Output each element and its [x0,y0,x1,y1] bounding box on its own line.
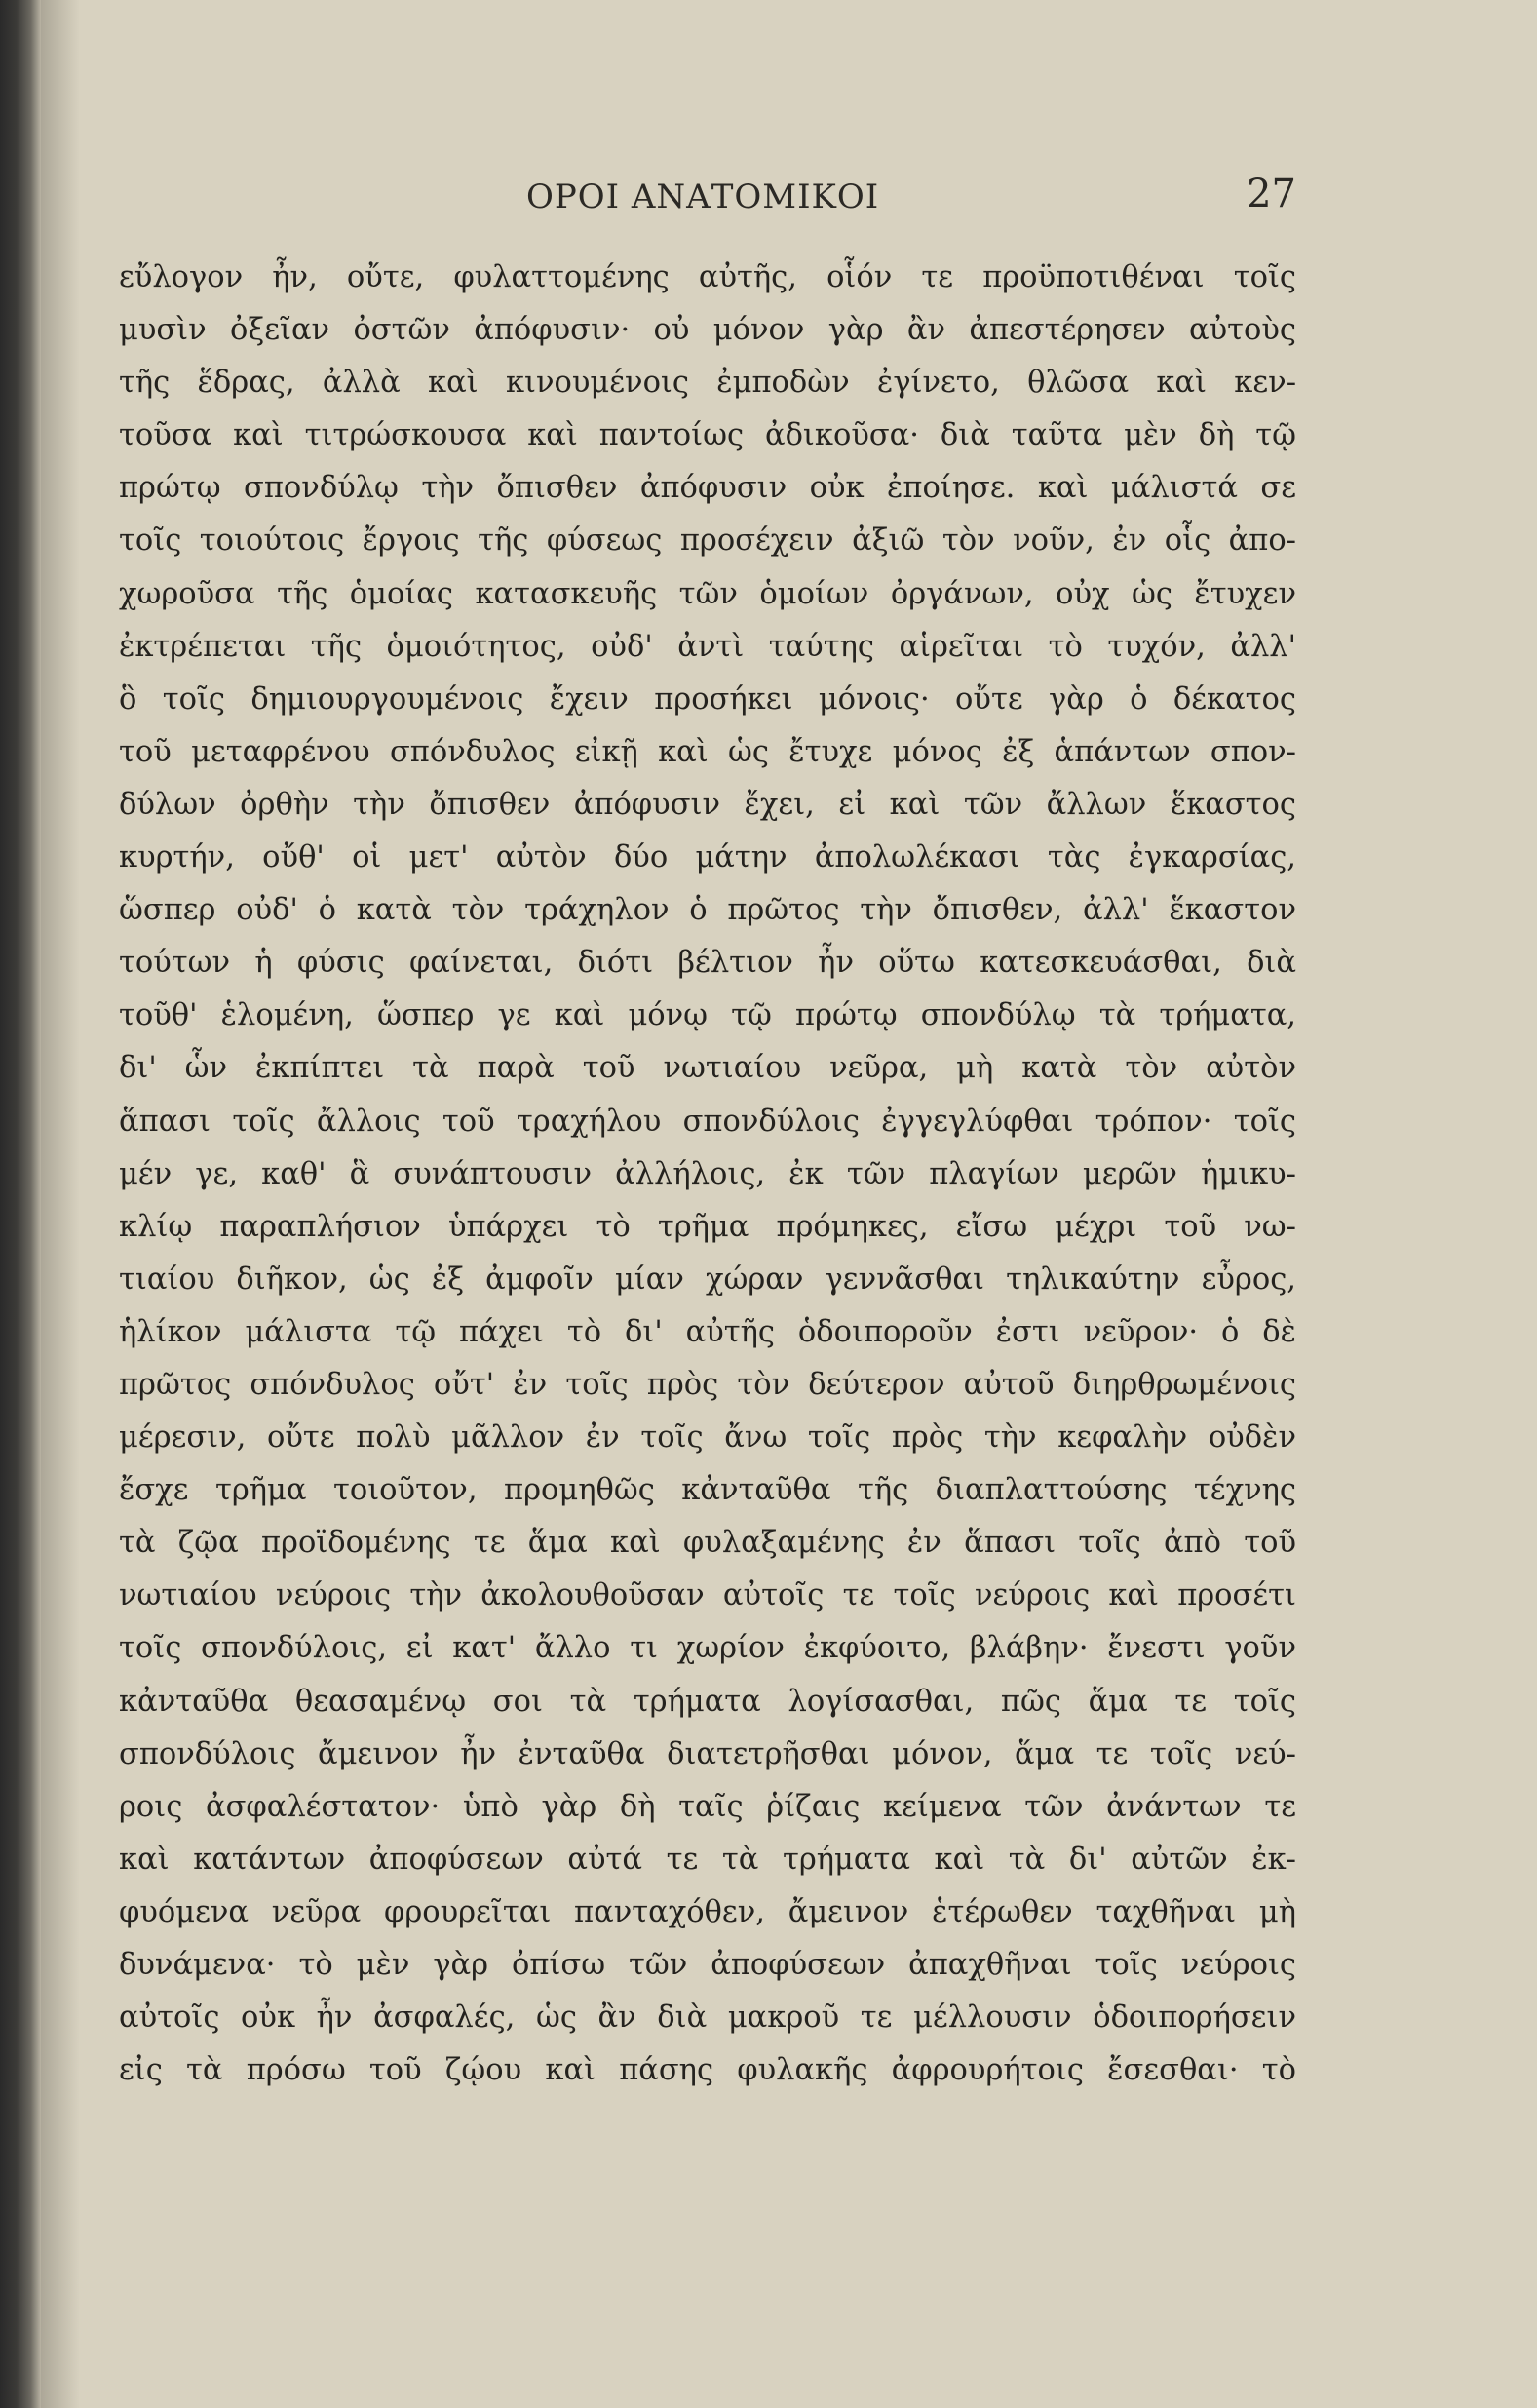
text-line: φυόμενα νεῦρα φρουρεῖται πανταχόθεν, ἄμεινον ἑτέρωθεν ταχθῆναι μὴ [119,1894,1296,1929]
text-line: χωροῦσα τῆς ὁμοίας κατασκευῆς τῶν ὁμοίων ὀργάνων, οὐχ ὡς ἔτυχεν [119,576,1296,611]
text-line: τοῦσα καὶ τιτρώσκουσα καὶ παντοίως ἀδικοῦσα· διὰ ταῦτα μὲν δὴ τῷ [119,418,1296,453]
text-line: ὥσπερ οὐδ' ὁ κατὰ τὸν τράχηλον ὁ πρῶτος τὴν ὄπισθεν, ἀλλ' ἕκαστον [119,893,1296,928]
text-line: τοῖς σπονδύλοις, εἰ κατ' ἄλλο τι χωρίον ἐκφύοιτο, βλάβην· ἔνεστι γοῦν [119,1631,1296,1666]
gutter-shadow [41,0,80,2408]
text-line: ἔσχε τρῆμα τοιοῦτον, προμηθῶς κἀνταῦθα τῆς διαπλαττούσης τέχνης [119,1473,1296,1508]
text-line: κλίῳ παραπλήσιον ὑπάρχει τὸ τρῆμα πρόμηκες, εἴσω μέχρι τοῦ νω- [119,1209,1296,1244]
page-number: 27 [1247,172,1296,216]
text-line: μυσὶν ὀξεῖαν ὀστῶν ἀπόφυσιν· οὐ μόνον γὰρ ἂν ἀπεστέρησεν αὐτοὺς [119,313,1296,348]
text-line: μέν γε, καθ' ἃ συνάπτουσιν ἀλλήλοις, ἐκ τῶν πλαγίων μερῶν ἡμικυ- [119,1156,1296,1191]
text-line: κἀνταῦθα θεασαμένῳ σοι τὰ τρήματα λογίσασθαι, πῶς ἅμα τε τοῖς [119,1684,1296,1719]
page-header [117,172,1296,230]
text-line: ἅπασι τοῖς ἄλλοις τοῦ τραχήλου σπονδύλοις ἐγγεγλύφθαι τρόπον· τοῖς [119,1104,1296,1139]
text-line: ροις ἀσφαλέστατον· ὑπὸ γὰρ δὴ ταῖς ῥίζαις κείμενα τῶν ἀνάντων τε [119,1789,1296,1824]
text-line: σπονδύλοις ἄμεινον ἦν ἐνταῦθα διατετρῆσθαι μόνον, ἅμα τε τοῖς νεύ- [119,1736,1296,1771]
text-line: τῆς ἕδρας, ἀλλὰ καὶ κινουμένοις ἐμποδὼν ἐγίνετο, θλῶσα καὶ κεν- [119,366,1296,401]
text-line: αὐτοῖς οὐκ ἦν ἀσφαλές, ὡς ἂν διὰ μακροῦ τε μέλλουσιν ὁδοιπορήσειν [119,2000,1296,2036]
text-line: κυρτήν, οὔθ' οἱ μετ' αὐτὸν δύο μάτην ἀπολωλέκασι τὰς ἐγκαρσίας, [119,840,1296,875]
text-line: τὰ ζῷα προϊδομένης τε ἅμα καὶ φυλαξαμένης ἐν ἅπασι τοῖς ἀπὸ τοῦ [119,1526,1296,1561]
text-line: μέρεσιν, οὔτε πολὺ μᾶλλον ἐν τοῖς ἄνω τοῖς πρὸς τὴν κεφαλὴν οὐδὲν [119,1420,1296,1456]
text-line: ἐκτρέπεται τῆς ὁμοιότητος, οὐδ' ἀντὶ ταύτης αἱρεῖται τὸ τυχόν, ἀλλ' [119,629,1296,664]
text-line: πρῶτος σπόνδυλος οὔτ' ἐν τοῖς πρὸς τὸν δεύτερον αὐτοῦ διηρθρωμένοις [119,1367,1296,1402]
text-line: καὶ κατάντων ἀποφύσεων αὐτά τε τὰ τρήματα καὶ τὰ δι' αὐτῶν ἐκ- [119,1842,1296,1877]
text-line: ὃ τοῖς δημιουργουμένοις ἔχειν προσήκει μόνοις· οὔτε γὰρ ὁ δέκατος [119,681,1296,717]
text-line: τοῖς τοιούτοις ἔργοις τῆς φύσεως προσέχειν ἀξιῶ τὸν νοῦν, ἐν οἷς ἀπο- [119,524,1296,559]
text-line: δι' ὧν ἐκπίπτει τὰ παρὰ τοῦ νωτιαίου νεῦρα, μὴ κατὰ τὸν αὐτὸν [119,1051,1296,1086]
text-line: εἰς τὰ πρόσω τοῦ ζῴου καὶ πάσης φυλακῆς ἀφρουρήτοις ἔσεσθαι· τὸ [119,2053,1296,2088]
text-line: ἡλίκον μάλιστα τῷ πάχει τὸ δι' αὐτῆς ὁδοιποροῦν ἐστι νεῦρον· ὁ δὲ [119,1314,1296,1349]
text-line: νωτιαίου νεύροις τὴν ἀκολουθοῦσαν αὐτοῖς τε τοῖς νεύροις καὶ προσέτι [119,1578,1296,1613]
text-line: δύλων ὀρθὴν τὴν ὄπισθεν ἀπόφυσιν ἔχει, εἰ καὶ τῶν ἄλλων ἕκαστος [119,787,1296,822]
text-line: πρώτῳ σπονδύλῳ τὴν ὄπισθεν ἀπόφυσιν οὐκ ἐποίησε. καὶ μάλιστά σε [119,471,1296,506]
text-line: δυνάμενα· τὸ μὲν γὰρ ὀπίσω τῶν ἀποφύσεων ἀπαχθῆναι τοῖς νεύροις [119,1948,1296,1982]
running-head: ΟΡΟΙ ΑΝΑΤΟΜΙΚΟΙ [526,177,880,216]
book-spine-shadow [0,0,41,2408]
text-line: τοῦ μεταφρένου σπόνδυλος εἰκῇ καὶ ὡς ἔτυχε μόνος ἐξ ἁπάντων σπον- [119,734,1296,769]
body-text [119,252,1296,2097]
text-line: τοῦθ' ἑλομένη, ὥσπερ γε καὶ μόνῳ τῷ πρώτῳ σπονδύλῳ τὰ τρήματα, [119,998,1296,1033]
text-line: τούτων ἡ φύσις φαίνεται, διότι βέλτιον ἦν οὕτω κατεσκευάσθαι, διὰ [119,946,1296,981]
text-line: εὔλογον ἦν, οὔτε, φυλαττομένης αὐτῆς, οἷόν τε προϋποτιθέναι τοῖς [119,260,1296,294]
text-line: τιαίου διῆκον, ὡς ἐξ ἀμφοῖν μίαν χώραν γεννᾶσθαι τηλικαύτην εὖρος, [119,1262,1296,1297]
